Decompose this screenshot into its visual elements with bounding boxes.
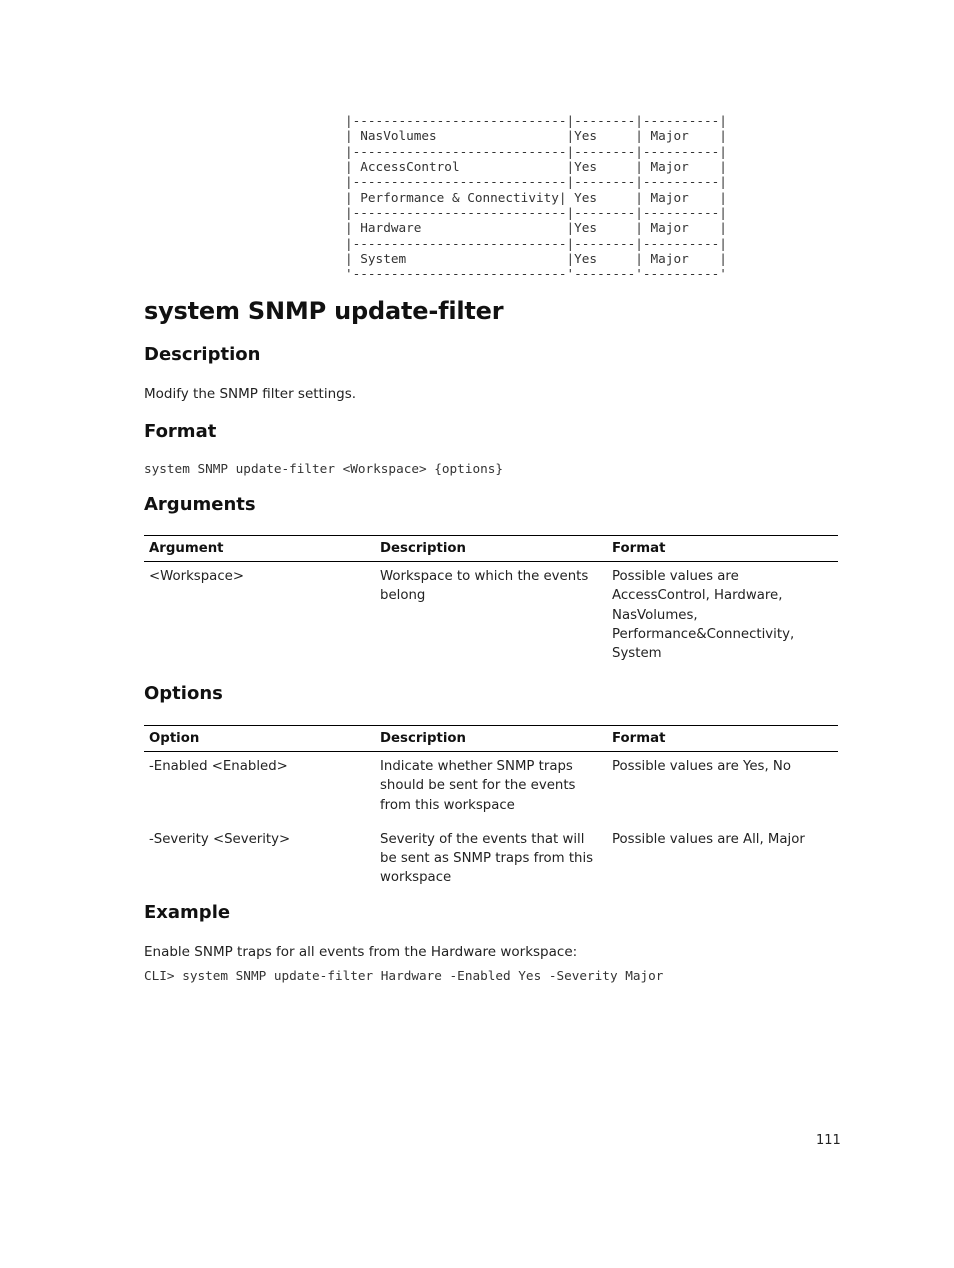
option-name: -Severity <Severity> xyxy=(149,831,291,847)
column-header-format: Format xyxy=(607,536,838,562)
ascii-line: |----------------------------|--------|----------| xyxy=(345,143,727,159)
page-title: system SNMP update-filter xyxy=(144,297,504,325)
ascii-line: |----------------------------|--------|----------| xyxy=(345,205,727,221)
option-format: Possible values are Yes, No xyxy=(612,759,791,774)
ascii-line: |----------------------------|--------|----------| xyxy=(345,174,727,190)
arguments-table xyxy=(144,535,838,673)
ascii-line: |----------------------------|--------|----------| xyxy=(345,113,727,128)
example-text: Enable SNMP traps for all events from the Hardware workspace: xyxy=(144,944,578,960)
ascii-line: '----------------------------'--------'----------' xyxy=(345,266,727,282)
table-header-row xyxy=(144,536,838,562)
ascii-summary-table xyxy=(345,113,727,282)
table-row xyxy=(144,752,838,825)
format-heading: Format xyxy=(144,421,217,442)
format-code: system SNMP update-filter <Workspace> {options} xyxy=(144,461,504,476)
option-description: Indicate whether SNMP traps should be sent for the events from this workspace xyxy=(380,759,576,813)
options-heading: Options xyxy=(144,683,223,704)
page-number: 111 xyxy=(816,1133,841,1148)
table-header-row xyxy=(144,726,838,752)
arguments-heading: Arguments xyxy=(144,494,256,515)
example-heading: Example xyxy=(144,902,231,923)
ascii-line: |----------------------------|--------|----------| xyxy=(345,235,727,251)
column-header-format: Format xyxy=(607,726,838,752)
column-header-option: Option xyxy=(144,726,375,752)
argument-description: Workspace to which the events belong xyxy=(380,569,589,604)
ascii-line: | Hardware |Yes | Major | xyxy=(345,220,727,236)
table-row xyxy=(144,825,838,898)
argument-name: <Workspace> xyxy=(149,569,244,584)
description-heading: Description xyxy=(144,344,261,365)
example-code: CLI> system SNMP update-filter Hardware -Enabled Yes -Severity Major xyxy=(144,968,664,983)
ascii-line: | NasVolumes |Yes | Major | xyxy=(345,128,727,144)
ascii-line: | AccessControl |Yes | Major | xyxy=(345,159,727,175)
options-table xyxy=(144,725,838,898)
column-header-argument: Argument xyxy=(144,536,375,562)
option-format: Possible values are All, Major xyxy=(612,831,805,847)
column-header-description: Description xyxy=(375,536,607,562)
option-description: Severity of the events that will be sent as SNMP traps from this workspace xyxy=(380,831,594,886)
ascii-line: | Performance & Connectivity| Yes | Major | xyxy=(345,189,727,205)
ascii-line: | System |Yes | Major | xyxy=(345,251,727,267)
table-row xyxy=(144,562,838,674)
option-name: -Enabled <Enabled> xyxy=(149,759,288,774)
description-text: Modify the SNMP filter settings. xyxy=(144,386,357,402)
argument-format: Possible values are AccessControl, Hardware, NasVolumes, Performance&Connectivity, System xyxy=(612,569,795,662)
column-header-description: Description xyxy=(375,726,607,752)
